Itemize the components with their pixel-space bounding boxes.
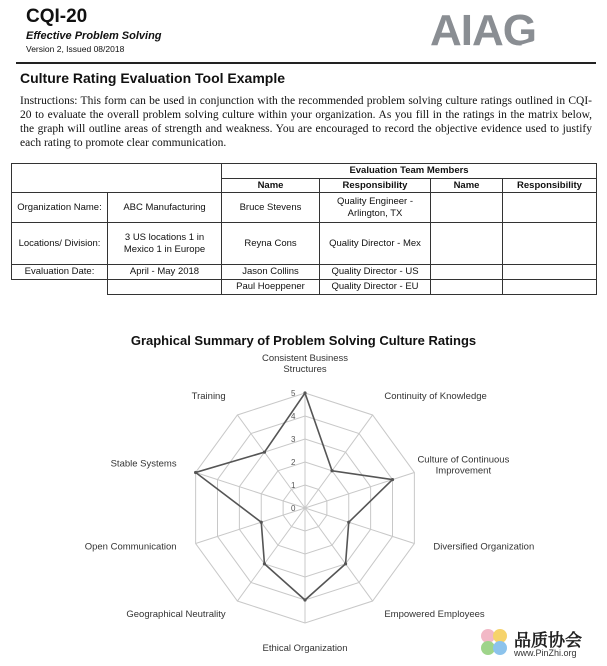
tick-label: 5: [291, 389, 296, 398]
data-point: [330, 469, 333, 472]
member-responsibility: Quality Director - US: [320, 265, 431, 280]
member-responsibility: Quality Director - Mex: [320, 223, 431, 265]
date-label: Evaluation Date:: [12, 265, 108, 280]
document-version: Version 2, Issued 08/2018: [26, 44, 125, 54]
col-responsibility-2: Responsibility: [503, 178, 597, 193]
instructions-text: Instructions: This form can be used in conjunction with the recommended problem solving culture ratings outlined in CQI-20 to evaluate the overall problem solving culture within your organization. As you fill in the ratings in the matrix below, the graph will outline areas of strength and weakness. You are encouraged to record the objective evidence used to justify each rating to promote clear communication.: [20, 95, 592, 149]
category-label: Geographical Neutrality: [126, 609, 226, 621]
category-label: Empowered Employees: [384, 609, 485, 621]
member-responsibility: Quality Engineer - Arlington, TX: [320, 193, 431, 223]
grid-spoke: [305, 472, 414, 508]
category-label: Culture of Continuous Improvement: [417, 454, 510, 477]
loc-value: 3 US locations 1 in Mexico 1 in Europe: [108, 223, 222, 265]
data-point: [391, 478, 394, 481]
document-code: CQI-20: [26, 6, 88, 27]
chart-title: Graphical Summary of Problem Solving Culture Ratings: [130, 333, 477, 348]
tick-label: 3: [291, 435, 296, 444]
tick-label: 2: [291, 458, 296, 467]
data-point: [263, 562, 266, 565]
watermark-cn: 品质协会: [514, 631, 582, 650]
category-label: Diversified Organization: [433, 541, 535, 553]
data-point: [347, 521, 350, 524]
grid-spoke: [305, 508, 373, 601]
member-name: Bruce Stevens: [222, 193, 320, 223]
col-name-2: Name: [431, 178, 503, 193]
series-line: [196, 393, 393, 600]
tick-label: 0: [291, 504, 296, 513]
flower-logo-icon: [476, 624, 512, 660]
member-name: Reyna Cons: [222, 223, 320, 265]
date-value: April - May 2018: [108, 265, 222, 280]
data-point: [303, 391, 306, 394]
tick-label: 4: [291, 412, 296, 421]
data-point: [260, 521, 263, 524]
col-responsibility-1: Responsibility: [320, 178, 431, 193]
team-header: Evaluation Team Members: [222, 164, 597, 179]
grid-spoke: [196, 472, 305, 508]
data-point: [303, 598, 306, 601]
section-title: Culture Rating Evaluation Tool Example: [20, 70, 285, 86]
category-label: Open Communication: [84, 541, 177, 553]
watermark-url: www.PinZhi.org: [514, 648, 577, 658]
col-name-1: Name: [222, 178, 320, 193]
grid-spoke: [237, 508, 305, 601]
grid-spoke: [305, 415, 373, 508]
document-subtitle: Effective Problem Solving: [26, 30, 162, 42]
aiag-logo: AIAG: [430, 6, 536, 55]
org-value: ABC Manufacturing: [108, 193, 222, 223]
grid-spoke: [305, 508, 414, 544]
data-point: [344, 562, 347, 565]
category-label: Ethical Organization: [262, 643, 348, 654]
category-label: Stable Systems: [110, 458, 177, 470]
member-name: Jason Collins: [222, 265, 320, 280]
tick-label: 1: [291, 481, 296, 490]
data-point: [194, 471, 197, 474]
member-name: Paul Hoeppener: [222, 280, 320, 295]
loc-label: Locations/ Division:: [12, 223, 108, 265]
category-label: Training: [191, 390, 226, 402]
org-label: Organization Name:: [12, 193, 108, 223]
category-label: Continuity of Knowledge: [384, 390, 487, 402]
data-point: [263, 451, 266, 454]
category-label: Consistent Business Structures: [261, 353, 349, 375]
member-responsibility: Quality Director - EU: [320, 280, 431, 295]
